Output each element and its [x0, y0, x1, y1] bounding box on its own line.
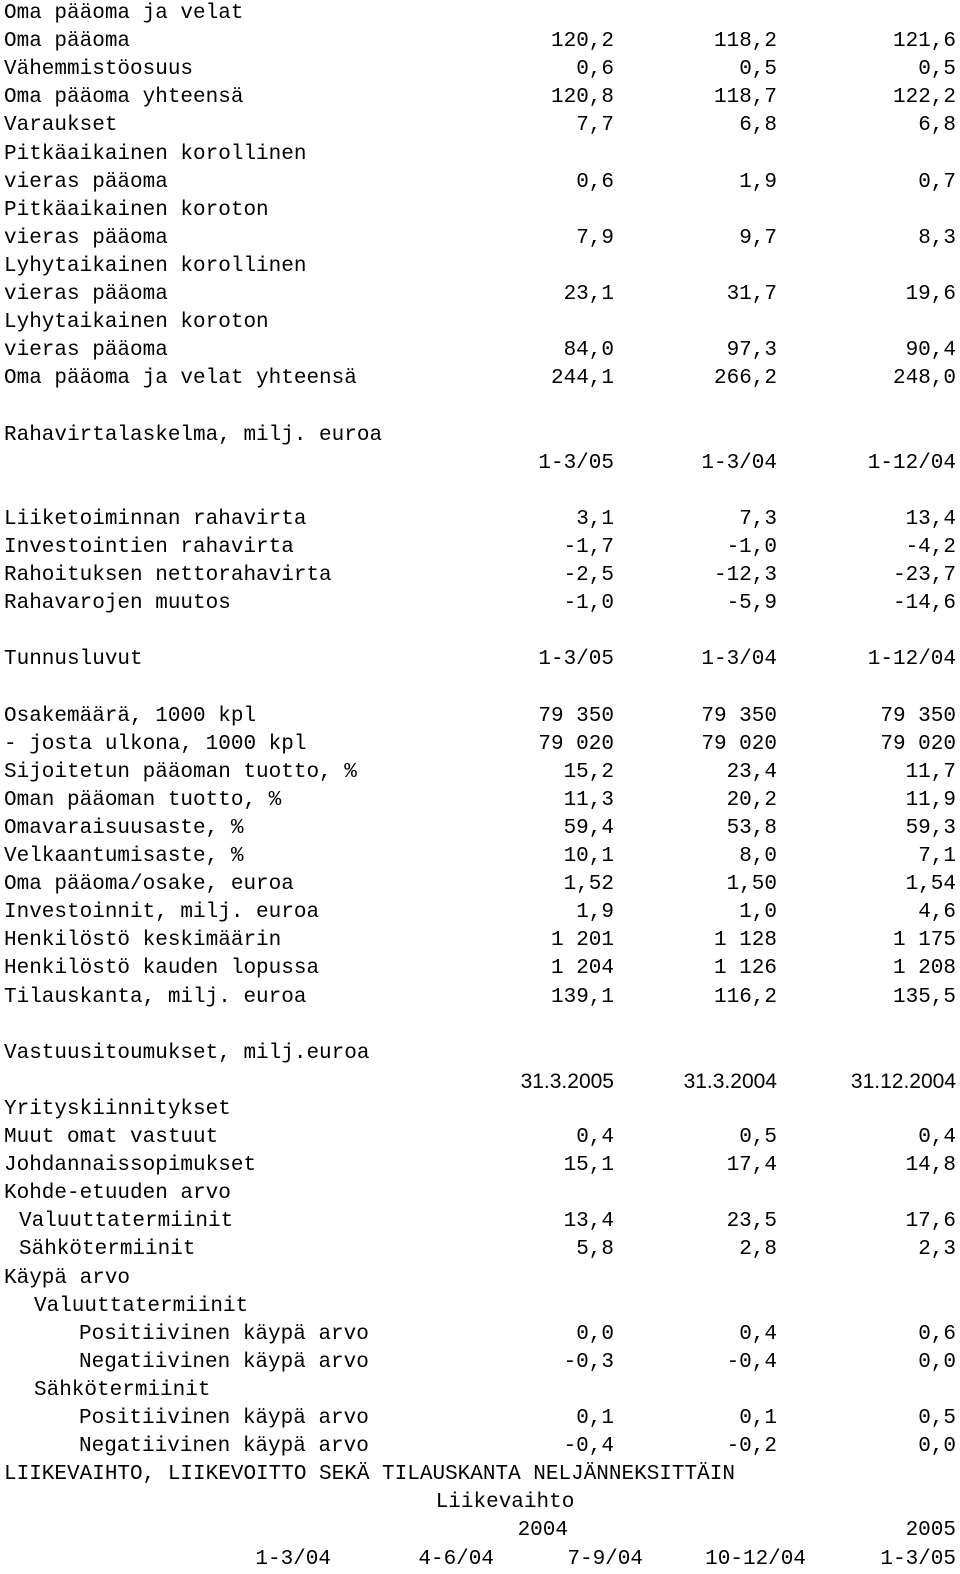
row-value: 122,2 — [892, 86, 956, 110]
row-value: 0,4 — [918, 1126, 956, 1149]
row-value: 7,7 — [576, 114, 614, 138]
row-label: Henkilöstö kauden lopussa — [4, 957, 320, 981]
row-label: Osakemäärä, 1000 kpl — [4, 704, 257, 728]
row-value: 0,0 — [918, 1435, 956, 1459]
row-label: vieras pääoma — [4, 283, 168, 306]
period-header: 1-12/04 — [867, 648, 956, 672]
row-value: 6,8 — [739, 114, 777, 138]
row-value: 7,3 — [739, 507, 777, 531]
row-value: 53,8 — [726, 816, 777, 840]
section-title-equity-liabilities: Oma pääoma ja velat — [4, 2, 244, 25]
row-label: Oman pääoman tuotto, % — [4, 788, 282, 812]
row-value: 14,8 — [905, 1154, 956, 1178]
row-value: 1 201 — [550, 929, 614, 953]
row-value: 2,3 — [918, 1238, 956, 1262]
row-value: 120,2 — [550, 30, 614, 54]
row-label: Velkaantumisaste, % — [4, 845, 244, 868]
row-label: Henkilöstö keskimäärin — [4, 929, 282, 953]
row-value: 84,0 — [563, 339, 614, 363]
row-value: 8,0 — [739, 845, 777, 868]
row-value: -0,2 — [726, 1435, 777, 1459]
row-label: Oma pääoma — [4, 30, 131, 54]
quarter-header: 1-3/04 — [255, 1547, 331, 1571]
row-value: 59,4 — [563, 816, 614, 840]
row-value: 116,2 — [713, 985, 777, 1009]
quarter-header: 4-6/04 — [418, 1547, 494, 1571]
row-value: 90,4 — [905, 339, 956, 363]
row-value: 11,3 — [563, 788, 614, 812]
row-label: Positiivinen käypä arvo — [79, 1322, 369, 1346]
row-value: 266,2 — [713, 367, 777, 391]
row-value: 15,2 — [563, 760, 614, 784]
row-label: Käypä arvo — [4, 1266, 131, 1290]
row-value: 7,1 — [918, 845, 956, 868]
period-header: 1-3/05 — [538, 451, 614, 475]
row-label: Sähkötermiinit — [34, 1378, 211, 1402]
row-value: 1 128 — [713, 929, 777, 953]
row-label: Oma pääoma ja velat yhteensä — [4, 367, 357, 391]
row-value: 79 350 — [538, 704, 614, 728]
subtitle-net-sales: Liikevaihto — [435, 1491, 575, 1515]
row-value: 79 020 — [701, 732, 777, 756]
date-header: 31.3.2005 — [520, 1069, 614, 1093]
row-value: 13,4 — [905, 507, 956, 531]
period-header: 1-3/05 — [538, 648, 614, 672]
row-label: Liiketoiminnan rahavirta — [4, 507, 307, 531]
row-value: 1,9 — [576, 901, 614, 925]
quarter-header: 1-3/05 — [880, 1547, 956, 1571]
row-value: 120,8 — [550, 86, 614, 110]
row-value: 31,7 — [726, 283, 777, 306]
row-value: 23,5 — [726, 1210, 777, 1234]
row-value: 23,4 — [726, 760, 777, 784]
row-value: -12,3 — [713, 564, 777, 587]
row-value: -1,7 — [563, 535, 614, 559]
period-header: 1-12/04 — [867, 451, 956, 475]
row-value: 79 350 — [880, 704, 956, 728]
row-value: -1,0 — [563, 592, 614, 616]
row-value: -0,3 — [563, 1350, 614, 1374]
row-label: Omavaraisuusaste, % — [4, 816, 244, 840]
row-value: -4,2 — [905, 535, 956, 559]
row-value: 6,8 — [918, 114, 956, 138]
row-value: 0,5 — [918, 1407, 956, 1430]
row-value: 118,2 — [713, 30, 777, 54]
row-value: 0,6 — [576, 58, 614, 82]
year-header: 2005 — [905, 1519, 956, 1543]
row-value: 79 020 — [538, 732, 614, 756]
row-label: - josta ulkona, 1000 kpl — [4, 732, 307, 756]
row-value: 15,1 — [563, 1154, 614, 1178]
row-value: 0,0 — [918, 1350, 956, 1374]
row-value: 139,1 — [550, 985, 614, 1009]
row-label: Valuuttatermiinit — [34, 1294, 249, 1318]
row-label: Lyhytaikainen korollinen — [4, 254, 307, 278]
row-value: 0,5 — [739, 58, 777, 82]
row-value: 10,1 — [563, 845, 614, 868]
row-label: Oma pääoma/osake, euroa — [4, 873, 294, 897]
year-header: 2004 — [517, 1519, 568, 1543]
row-label: vieras pääoma — [4, 339, 168, 363]
row-label: Pitkäaikainen korollinen — [4, 142, 307, 166]
row-value: 0,0 — [576, 1322, 614, 1346]
date-header: 31.12.2004 — [850, 1069, 956, 1093]
row-value: 17,4 — [726, 1154, 777, 1178]
row-value: 0,4 — [576, 1126, 614, 1149]
row-value: 79 350 — [701, 704, 777, 728]
row-label: Vähemmistöosuus — [4, 58, 194, 82]
row-value: 9,7 — [739, 226, 777, 250]
row-label: Positiivinen käypä arvo — [79, 1407, 369, 1430]
row-value: -0,4 — [563, 1435, 614, 1459]
row-value: 11,7 — [905, 760, 956, 784]
row-value: 11,9 — [905, 788, 956, 812]
row-label: Valuuttatermiinit — [19, 1210, 234, 1234]
row-value: 248,0 — [892, 367, 956, 391]
row-value: -0,4 — [726, 1350, 777, 1374]
row-value: 0,1 — [576, 1407, 614, 1430]
row-value: 0,5 — [739, 1126, 777, 1149]
row-value: 79 020 — [880, 732, 956, 756]
row-label: Negatiivinen käypä arvo — [79, 1350, 369, 1374]
row-value: 1,9 — [739, 170, 777, 194]
row-value: 59,3 — [905, 816, 956, 840]
quarter-header: 7-9/04 — [567, 1547, 643, 1571]
row-value: -5,9 — [726, 592, 777, 616]
row-value: 3,1 — [576, 507, 614, 531]
quarter-header: 10-12/04 — [705, 1547, 806, 1571]
row-label: Johdannaissopimukset — [4, 1154, 257, 1178]
row-value: 0,6 — [576, 170, 614, 194]
row-value: 5,8 — [576, 1238, 614, 1262]
row-value: 13,4 — [563, 1210, 614, 1234]
row-label: Sijoitetun pääoman tuotto, % — [4, 760, 357, 784]
period-header: 1-3/04 — [701, 648, 777, 672]
row-label: Sähkötermiinit — [19, 1238, 196, 1262]
row-value: 7,9 — [576, 226, 614, 250]
row-value: 19,6 — [905, 283, 956, 306]
section-title-key-figures: Tunnusluvut — [4, 648, 143, 672]
row-value: 118,7 — [713, 86, 777, 110]
row-value: 0,6 — [918, 1322, 956, 1346]
row-label: Investointien rahavirta — [4, 535, 294, 559]
row-label: Oma pääoma yhteensä — [4, 86, 244, 110]
date-header: 31.3.2004 — [683, 1069, 777, 1093]
row-value: 20,2 — [726, 788, 777, 812]
row-value: 1,52 — [563, 873, 614, 897]
row-label: Varaukset — [4, 114, 118, 138]
row-label: vieras pääoma — [4, 170, 168, 194]
row-label: vieras pääoma — [4, 226, 168, 250]
section-title-quarterly: LIIKEVAIHTO, LIIKEVOITTO SEKÄ TILAUSKANTA NELJÄNNEKSITTÄIN — [4, 1463, 735, 1487]
row-value: 0,1 — [739, 1407, 777, 1430]
row-value: 17,6 — [905, 1210, 956, 1234]
row-label: Pitkäaikainen koroton — [4, 198, 269, 222]
row-value: 4,6 — [918, 901, 956, 925]
period-header: 1-3/04 — [701, 451, 777, 475]
row-label: Kohde-etuuden arvo — [4, 1182, 231, 1206]
row-value: 0,7 — [918, 170, 956, 194]
section-title-cash-flow: Rahavirtalaskelma, milj. euroa — [4, 423, 383, 447]
row-value: 135,5 — [892, 985, 956, 1009]
row-label: Rahavarojen muutos — [4, 592, 231, 616]
row-value: 8,3 — [918, 226, 956, 250]
row-value: 1,0 — [739, 901, 777, 925]
row-value: 0,5 — [918, 58, 956, 82]
row-value: 1 204 — [550, 957, 614, 981]
row-value: 1,54 — [905, 873, 956, 897]
row-label: Lyhytaikainen koroton — [4, 311, 269, 335]
row-value: 1 208 — [892, 957, 956, 981]
row-value: 244,1 — [550, 367, 614, 391]
row-value: 1 126 — [713, 957, 777, 981]
row-label: Tilauskanta, milj. euroa — [4, 985, 307, 1009]
row-value: 1,50 — [726, 873, 777, 897]
row-value: -14,6 — [892, 592, 956, 616]
row-label: Yrityskiinnitykset — [4, 1097, 231, 1121]
row-value: -2,5 — [563, 564, 614, 587]
row-value: 97,3 — [726, 339, 777, 363]
row-value: 0,4 — [739, 1322, 777, 1346]
row-value: -1,0 — [726, 535, 777, 559]
row-label: Muut omat vastuut — [4, 1126, 219, 1149]
row-value: 1 175 — [892, 929, 956, 953]
row-label: Investoinnit, milj. euroa — [4, 901, 320, 925]
row-label: Rahoituksen nettorahavirta — [4, 564, 332, 587]
row-value: -23,7 — [892, 564, 956, 587]
row-value: 23,1 — [563, 283, 614, 306]
row-value: 121,6 — [892, 30, 956, 54]
row-label: Negatiivinen käypä arvo — [79, 1435, 369, 1459]
section-title-commitments: Vastuusitoumukset, milj.euroa — [4, 1041, 370, 1065]
row-value: 2,8 — [739, 1238, 777, 1262]
